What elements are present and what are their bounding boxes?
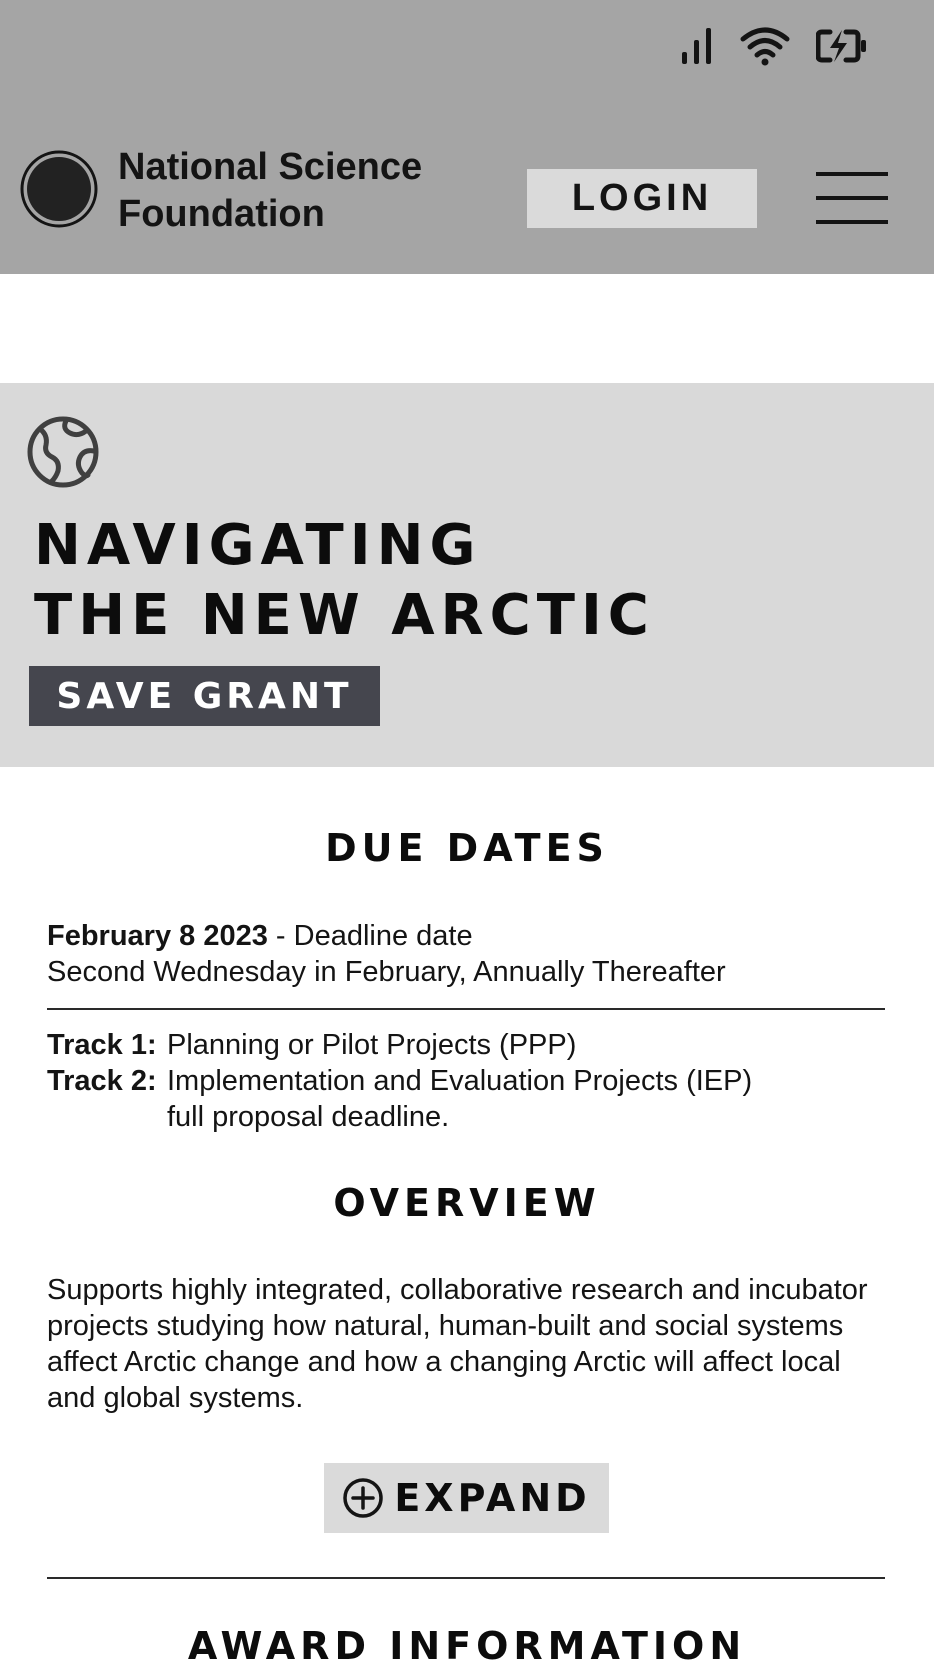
menu-bar-middle bbox=[816, 196, 888, 200]
divider bbox=[47, 1577, 885, 1579]
menu-bar-top bbox=[816, 172, 888, 176]
org-name bbox=[118, 144, 478, 238]
grant-title-line-1: NAVIGATING bbox=[34, 513, 482, 578]
app-header bbox=[0, 0, 934, 274]
overview-heading: OVERVIEW bbox=[333, 1181, 601, 1225]
grant-hero bbox=[0, 383, 934, 767]
battery-charging-icon bbox=[816, 26, 868, 66]
track-2-label: Track 2: bbox=[47, 1065, 157, 1097]
deadline-date-bold: February 8 2023 bbox=[47, 920, 268, 952]
menu-bar-bottom bbox=[816, 220, 888, 224]
save-grant-button[interactable]: SAVE GRANT bbox=[29, 666, 380, 726]
status-bar bbox=[680, 26, 868, 66]
track-2-continuation: full proposal deadline. bbox=[167, 1101, 450, 1133]
org-name-line-1: National Science bbox=[118, 146, 423, 188]
menu-icon[interactable] bbox=[816, 170, 890, 226]
award-information-heading: AWARD INFORMATION bbox=[187, 1624, 747, 1668]
grant-title bbox=[34, 511, 655, 651]
signal-icon bbox=[680, 26, 714, 66]
grant-title-line-2: THE NEW ARCTIC bbox=[34, 583, 655, 648]
plus-circle-icon bbox=[342, 1477, 384, 1519]
login-button[interactable]: LOGIN bbox=[527, 169, 757, 228]
globe-icon bbox=[26, 415, 100, 489]
overview-body: Supports highly integrated, collaborative research and incubator projects studying how natural, human-built and social systems affect Arctic change and how a changing Arctic will affect local and global systems. bbox=[47, 1274, 868, 1414]
expand-label: EXPAND bbox=[394, 1476, 591, 1520]
track-1-label: Track 1: bbox=[47, 1029, 157, 1061]
logo-icon[interactable] bbox=[20, 150, 98, 228]
deadline-recurrence: Second Wednesday in February, Annually Thereafter bbox=[47, 956, 726, 988]
expand-button[interactable] bbox=[324, 1463, 609, 1533]
wifi-icon bbox=[740, 26, 790, 66]
due-dates-heading: DUE DATES bbox=[325, 826, 609, 870]
track-1-row bbox=[47, 1027, 576, 1063]
track-1-text: Planning or Pilot Projects (PPP) bbox=[167, 1029, 577, 1061]
deadline-date-suffix: - Deadline date bbox=[267, 920, 473, 952]
deadline-date bbox=[47, 918, 473, 954]
track-2-row bbox=[47, 1063, 752, 1099]
org-name-line-2: Foundation bbox=[118, 193, 325, 235]
divider bbox=[47, 1008, 885, 1010]
track-2-text: Implementation and Evaluation Projects (IEP) bbox=[167, 1065, 753, 1097]
